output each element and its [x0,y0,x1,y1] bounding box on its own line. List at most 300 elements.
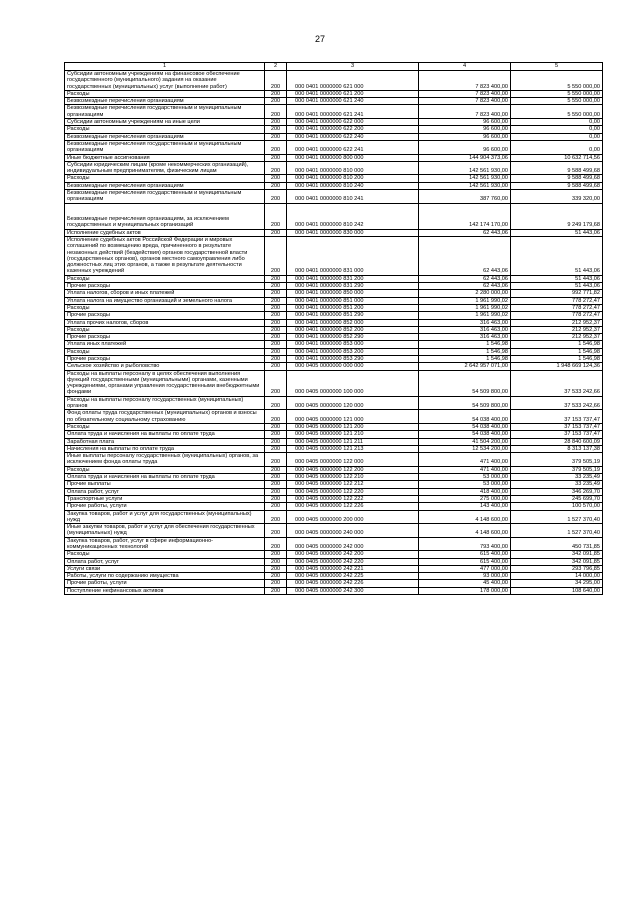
row-line-code-cell: 200 [265,510,287,524]
row-name-cell: Безвозмездные перечисления организациям, за исключением государственных и муниципальных организаций [65,203,265,229]
row-executed-amount-cell: 0,00 [511,140,603,154]
table-row [65,495,603,502]
row-name-cell: Оплата труда и начисления на выплаты по оплате труда [65,474,265,481]
row-classification-code-cell: 000 0405 0000000 242 000 [287,537,419,551]
column-header: 5 [511,63,603,71]
row-executed-amount-cell: 51 443,06 [511,283,603,290]
page-number: 27 [314,34,325,44]
row-approved-amount-cell: 12 534 200,00 [419,445,511,452]
row-executed-amount-cell: 0,00 [511,133,603,140]
row-approved-amount-cell: 471 400,00 [419,466,511,473]
row-approved-amount-cell: 143 400,00 [419,503,511,510]
row-executed-amount-cell: 37 153 737,47 [511,410,603,424]
row-line-code-cell: 200 [265,348,287,355]
table-row [65,524,603,538]
row-name-cell: Услуги связи [65,565,265,572]
row-name-cell: Расходы [65,326,265,333]
table-row [65,503,603,510]
table-row [65,580,603,587]
row-approved-amount-cell: 54 038 400,00 [419,431,511,438]
row-name-cell: Прочие расходы [65,312,265,319]
column-header: 1 [65,63,265,71]
row-line-code-cell: 200 [265,370,287,396]
row-classification-code-cell: 000 0401 0000000 622 241 [287,140,419,154]
row-classification-code-cell: 000 0401 0000000 852 000 [287,319,419,326]
row-name-cell: Расходы на выплаты персоналу в целях обеспечения выполнения функций государственными (муниципальными) органами, казенными учреждениями, органами управления государственными внебюджетными фондами [65,370,265,396]
table-row [65,537,603,551]
row-approved-amount-cell: 2 280 000,00 [419,290,511,297]
row-line-code-cell: 200 [265,537,287,551]
row-approved-amount-cell: 615 400,00 [419,558,511,565]
row-approved-amount-cell: 62 443,06 [419,229,511,236]
row-name-cell: Безвозмездные перечисления государственным и муниципальным организациям [65,140,265,154]
row-name-cell: Безвозмездные перечисления организациям [65,182,265,189]
row-approved-amount-cell: 53 000,00 [419,474,511,481]
row-executed-amount-cell: 1 546,98 [511,348,603,355]
row-classification-code-cell: 000 0405 0000000 121 210 [287,431,419,438]
row-line-code-cell: 200 [265,190,287,204]
row-line-code-cell: 200 [265,90,287,97]
row-classification-code-cell: 000 0405 0000000 242 221 [287,565,419,572]
row-approved-amount-cell: 41 504 200,00 [419,438,511,445]
row-approved-amount-cell: 275 000,00 [419,495,511,502]
row-line-code-cell: 200 [265,154,287,161]
row-classification-code-cell: 000 0401 0000000 622 200 [287,126,419,133]
row-executed-amount-cell: 9 588 499,68 [511,161,603,175]
row-name-cell: Безвозмездные перечисления организациям [65,133,265,140]
row-name-cell: Безвозмездные перечисления организациям [65,98,265,105]
row-executed-amount-cell: 778 272,47 [511,304,603,311]
row-line-code-cell: 200 [265,161,287,175]
row-classification-code-cell: 000 0401 0000000 800 000 [287,154,419,161]
row-classification-code-cell: 000 0405 0000000 100 000 [287,370,419,396]
row-executed-amount-cell: 33 235,49 [511,481,603,488]
row-approved-amount-cell: 96 600,00 [419,126,511,133]
table-row [65,453,603,467]
row-name-cell: Оплата работ, услуг [65,558,265,565]
row-line-code-cell: 200 [265,573,287,580]
row-approved-amount-cell: 93 000,00 [419,573,511,580]
row-approved-amount-cell: 7 823 400,00 [419,90,511,97]
row-classification-code-cell: 000 0405 0000000 242 300 [287,587,419,594]
column-header: 2 [265,63,287,71]
row-name-cell: Прочие работы, услуги [65,503,265,510]
row-line-code-cell: 200 [265,495,287,502]
row-name-cell: Расходы [65,551,265,558]
row-name-cell: Расходы [65,466,265,473]
row-approved-amount-cell: 477 000,00 [419,565,511,572]
table-row [65,236,603,275]
row-name-cell: Расходы [65,423,265,430]
row-name-cell: Расходы [65,275,265,282]
row-approved-amount-cell: 54 038 400,00 [419,410,511,424]
row-name-cell: Уплата налогов, сборов и иных платежей [65,290,265,297]
table-row [65,431,603,438]
row-name-cell: Прочие расходы [65,334,265,341]
row-line-code-cell: 200 [265,229,287,236]
row-executed-amount-cell: 51 443,06 [511,275,603,282]
row-name-cell: Исполнение судебных актов [65,229,265,236]
row-classification-code-cell: 000 0401 0000000 830 000 [287,229,419,236]
row-approved-amount-cell: 96 600,00 [419,119,511,126]
table-row [65,297,603,304]
row-name-cell: Прочие работы, услуги [65,580,265,587]
row-executed-amount-cell: 37 153 737,47 [511,423,603,430]
row-name-cell: Фонд оплаты труда государственных (муниципальных) органов и взносы по обязательному социальному страхованию [65,410,265,424]
row-name-cell: Поступление нефинансовых активов [65,587,265,594]
row-executed-amount-cell: 778 272,47 [511,312,603,319]
row-classification-code-cell: 000 0401 0000000 810 200 [287,175,419,182]
row-executed-amount-cell: 1 948 669 124,36 [511,363,603,370]
row-line-code-cell: 200 [265,488,287,495]
row-line-code-cell: 200 [265,453,287,467]
row-classification-code-cell: 000 0405 0000000 122 226 [287,503,419,510]
row-line-code-cell: 200 [265,203,287,229]
row-line-code-cell: 200 [265,275,287,282]
table-row [65,304,603,311]
row-classification-code-cell: 000 0401 0000000 850 000 [287,290,419,297]
row-executed-amount-cell: 9 588 499,68 [511,182,603,189]
row-line-code-cell: 200 [265,140,287,154]
row-executed-amount-cell: 342 091,85 [511,551,603,558]
row-approved-amount-cell: 1 961 990,02 [419,304,511,311]
table-row [65,283,603,290]
row-classification-code-cell: 000 0405 0000000 122 220 [287,488,419,495]
row-executed-amount-cell: 0,00 [511,119,603,126]
row-classification-code-cell: 000 0401 0000000 853 290 [287,355,419,362]
table-row [65,565,603,572]
row-approved-amount-cell: 7 823 400,00 [419,98,511,105]
row-line-code-cell: 200 [265,236,287,275]
row-name-cell: Транспортные услуги [65,495,265,502]
row-line-code-cell: 200 [265,355,287,362]
row-executed-amount-cell: 778 272,47 [511,297,603,304]
row-classification-code-cell: 000 0401 0000000 852 200 [287,326,419,333]
row-line-code-cell: 200 [265,524,287,538]
row-line-code-cell: 200 [265,481,287,488]
row-approved-amount-cell: 62 443,06 [419,283,511,290]
table-row [65,275,603,282]
row-approved-amount-cell: 4 148 600,00 [419,524,511,538]
row-approved-amount-cell: 142 561 930,00 [419,175,511,182]
row-executed-amount-cell: 1 546,98 [511,341,603,348]
row-executed-amount-cell: 8 313 137,38 [511,445,603,452]
row-approved-amount-cell: 418 400,00 [419,488,511,495]
table-row [65,445,603,452]
row-executed-amount-cell: 37 533 242,66 [511,396,603,410]
table-row [65,573,603,580]
row-classification-code-cell: 000 0401 0000000 621 000 [287,71,419,91]
table-row [65,481,603,488]
row-line-code-cell: 200 [265,431,287,438]
row-line-code-cell: 200 [265,565,287,572]
row-classification-code-cell: 000 0401 0000000 810 000 [287,161,419,175]
row-classification-code-cell: 000 0405 0000000 200 000 [287,510,419,524]
row-classification-code-cell: 000 0405 0000000 121 000 [287,410,419,424]
row-name-cell: Субсидии автономным учреждениям на финансовое обеспечение государственного (муниципального) задания на оказание государственных (муниципальных) услуг (выполнение работ) [65,71,265,91]
row-executed-amount-cell: 9 588 499,68 [511,175,603,182]
row-executed-amount-cell: 51 443,06 [511,236,603,275]
row-executed-amount-cell: 379 505,19 [511,453,603,467]
budget-execution-table [64,62,603,595]
row-line-code-cell: 200 [265,283,287,290]
row-executed-amount-cell: 5 550 000,00 [511,105,603,119]
row-approved-amount-cell: 54 038 400,00 [419,423,511,430]
table-row [65,71,603,91]
row-executed-amount-cell: 9 249 179,68 [511,203,603,229]
row-line-code-cell: 200 [265,341,287,348]
row-approved-amount-cell: 96 600,00 [419,140,511,154]
row-line-code-cell: 200 [265,438,287,445]
row-executed-amount-cell: 212 952,37 [511,319,603,326]
row-name-cell: Расходы на выплаты персоналу государственных (муниципальных) органов [65,396,265,410]
table-row [65,161,603,175]
row-classification-code-cell: 000 0405 0000000 242 220 [287,558,419,565]
row-line-code-cell: 200 [265,474,287,481]
column-header: 4 [419,63,511,71]
table-row [65,140,603,154]
table-row [65,326,603,333]
row-approved-amount-cell: 387 760,00 [419,190,511,204]
row-approved-amount-cell: 1 961 990,02 [419,297,511,304]
row-executed-amount-cell: 1 527 370,40 [511,510,603,524]
row-executed-amount-cell: 342 091,85 [511,558,603,565]
row-approved-amount-cell: 1 961 990,02 [419,312,511,319]
row-line-code-cell: 200 [265,445,287,452]
row-name-cell: Иные бюджетные ассигнования [65,154,265,161]
table-row [65,190,603,204]
table-row [65,334,603,341]
row-approved-amount-cell: 2 642 957 071,00 [419,363,511,370]
row-classification-code-cell: 000 0401 0000000 853 000 [287,341,419,348]
table-row [65,290,603,297]
row-executed-amount-cell: 14 000,00 [511,573,603,580]
row-name-cell: Иные выплаты персоналу государственных (муниципальных) органов, за исключением фонда оплаты труда [65,453,265,467]
row-line-code-cell: 200 [265,396,287,410]
row-line-code-cell: 200 [265,334,287,341]
row-approved-amount-cell: 142 561 930,00 [419,161,511,175]
row-approved-amount-cell: 793 400,00 [419,537,511,551]
row-line-code-cell: 200 [265,326,287,333]
row-classification-code-cell: 000 0405 0000000 121 211 [287,438,419,445]
row-name-cell: Иные закупки товаров, работ и услуг для обеспечения государственных (муниципальных) нужд [65,524,265,538]
row-approved-amount-cell: 54 509 800,00 [419,370,511,396]
row-name-cell: Безвозмездные перечисления государственным и муниципальным организациям [65,190,265,204]
table-row [65,551,603,558]
row-executed-amount-cell: 5 550 000,00 [511,98,603,105]
row-line-code-cell: 200 [265,297,287,304]
table-row [65,466,603,473]
row-classification-code-cell: 000 0401 0000000 831 290 [287,283,419,290]
row-executed-amount-cell: 100 570,00 [511,503,603,510]
row-line-code-cell: 200 [265,312,287,319]
table-row [65,355,603,362]
row-classification-code-cell: 000 0405 0000000 240 000 [287,524,419,538]
row-name-cell: Расходы [65,126,265,133]
row-executed-amount-cell: 1 546,98 [511,355,603,362]
table-row [65,182,603,189]
row-line-code-cell: 200 [265,98,287,105]
row-executed-amount-cell: 5 550 000,00 [511,71,603,91]
row-classification-code-cell: 000 0401 0000000 621 240 [287,98,419,105]
row-classification-code-cell: 000 0401 0000000 621 241 [287,105,419,119]
row-executed-amount-cell: 450 731,85 [511,537,603,551]
table-row [65,370,603,396]
row-name-cell: Оплата труда и начисления на выплаты по оплате труда [65,431,265,438]
row-classification-code-cell: 000 0405 0000000 121 213 [287,445,419,452]
table-row [65,229,603,236]
table-row [65,410,603,424]
row-executed-amount-cell: 1 527 370,40 [511,524,603,538]
row-classification-code-cell: 000 0401 0000000 831 200 [287,275,419,282]
row-approved-amount-cell: 7 823 400,00 [419,105,511,119]
table-row [65,105,603,119]
row-name-cell: Прочие расходы [65,355,265,362]
row-name-cell: Расходы [65,304,265,311]
table-row [65,510,603,524]
row-line-code-cell: 200 [265,133,287,140]
table-row [65,119,603,126]
row-name-cell: Прочие выплаты [65,481,265,488]
row-classification-code-cell: 000 0401 0000000 810 242 [287,203,419,229]
row-executed-amount-cell: 37 153 737,47 [511,431,603,438]
row-approved-amount-cell: 142 561 930,00 [419,182,511,189]
row-line-code-cell: 200 [265,410,287,424]
row-name-cell: Заработная плата [65,438,265,445]
table-row [65,133,603,140]
row-name-cell: Закупка товаров, работ и услуг для государственных (муниципальных) нужд [65,510,265,524]
table-row [65,363,603,370]
table-row [65,396,603,410]
column-header: 3 [287,63,419,71]
row-approved-amount-cell: 54 509 800,00 [419,396,511,410]
row-classification-code-cell: 000 0401 0000000 810 240 [287,182,419,189]
row-classification-code-cell: 000 0401 0000000 852 290 [287,334,419,341]
row-approved-amount-cell: 96 600,00 [419,133,511,140]
row-executed-amount-cell: 339 320,00 [511,190,603,204]
row-approved-amount-cell: 4 148 600,00 [419,510,511,524]
table-row [65,312,603,319]
row-approved-amount-cell: 62 443,06 [419,236,511,275]
row-executed-amount-cell: 37 533 242,66 [511,370,603,396]
row-classification-code-cell: 000 0405 0000000 120 000 [287,396,419,410]
row-classification-code-cell: 000 0405 0000000 122 222 [287,495,419,502]
row-line-code-cell: 200 [265,423,287,430]
row-approved-amount-cell: 142 174 170,00 [419,203,511,229]
table-row [65,98,603,105]
row-line-code-cell: 200 [265,105,287,119]
table-row [65,348,603,355]
row-line-code-cell: 200 [265,558,287,565]
row-name-cell: Расходы [65,348,265,355]
row-approved-amount-cell: 7 823 400,00 [419,71,511,91]
row-executed-amount-cell: 293 796,85 [511,565,603,572]
row-line-code-cell: 200 [265,466,287,473]
row-name-cell: Прочие расходы [65,283,265,290]
row-classification-code-cell: 000 0405 0000000 000 000 [287,363,419,370]
row-classification-code-cell: 000 0405 0000000 242 226 [287,580,419,587]
row-classification-code-cell: 000 0401 0000000 851 290 [287,312,419,319]
row-approved-amount-cell: 1 546,98 [419,348,511,355]
table-body [65,71,603,595]
row-classification-code-cell: 000 0405 0000000 122 200 [287,466,419,473]
row-approved-amount-cell: 144 904 373,06 [419,154,511,161]
row-executed-amount-cell: 5 550 000,00 [511,90,603,97]
table-row [65,126,603,133]
row-executed-amount-cell: 379 505,19 [511,466,603,473]
row-line-code-cell: 200 [265,119,287,126]
row-approved-amount-cell: 178 000,00 [419,587,511,594]
row-executed-amount-cell: 212 952,37 [511,334,603,341]
row-executed-amount-cell: 245 699,70 [511,495,603,502]
row-executed-amount-cell: 51 443,06 [511,229,603,236]
row-name-cell: Закупка товаров, работ, услуг в сфере информационно-коммуникационных технологий [65,537,265,551]
table-row [65,587,603,594]
row-executed-amount-cell: 108 640,00 [511,587,603,594]
row-classification-code-cell: 000 0401 0000000 851 000 [287,297,419,304]
row-approved-amount-cell: 1 546,98 [419,355,511,362]
row-line-code-cell: 200 [265,175,287,182]
row-executed-amount-cell: 34 295,00 [511,580,603,587]
row-line-code-cell: 200 [265,580,287,587]
row-classification-code-cell: 000 0405 0000000 122 000 [287,453,419,467]
row-line-code-cell: 200 [265,503,287,510]
row-executed-amount-cell: 992 771,82 [511,290,603,297]
row-name-cell: Субсидии автономным учреждениям на иные цели [65,119,265,126]
table-row [65,90,603,97]
table-row [65,474,603,481]
row-line-code-cell: 200 [265,551,287,558]
table-row [65,319,603,326]
row-name-cell: Исполнение судебных актов Российской Федерации и мировых соглашений по возмещению вреда, причиненного в результате незаконных действий (бездействия) органов государственной власти (государственных органов), органов местного самоуправления либо должностных лиц этих органов, а также в результате деятельности казенных учреждений [65,236,265,275]
row-classification-code-cell: 000 0405 0000000 122 210 [287,474,419,481]
row-name-cell: Начисления на выплаты по оплате труда [65,445,265,452]
row-name-cell: Работы, услуги по содержанию имущества [65,573,265,580]
row-approved-amount-cell: 316 463,00 [419,319,511,326]
table-row [65,175,603,182]
table-row [65,154,603,161]
row-classification-code-cell: 000 0405 0000000 121 200 [287,423,419,430]
row-name-cell: Уплата иных платежей [65,341,265,348]
row-line-code-cell: 200 [265,71,287,91]
row-executed-amount-cell: 10 632 714,56 [511,154,603,161]
row-name-cell: Уплата налога на имущество организаций и земельного налога [65,297,265,304]
table-row [65,203,603,229]
row-classification-code-cell: 000 0401 0000000 831 000 [287,236,419,275]
row-classification-code-cell: 000 0401 0000000 622 240 [287,133,419,140]
row-line-code-cell: 200 [265,182,287,189]
row-line-code-cell: 200 [265,587,287,594]
row-approved-amount-cell: 62 443,06 [419,275,511,282]
row-name-cell: Безвозмездные перечисления государственным и муниципальным организациям [65,105,265,119]
row-executed-amount-cell: 33 235,49 [511,474,603,481]
table-row [65,341,603,348]
row-name-cell: Уплата прочих налогов, сборов [65,319,265,326]
row-approved-amount-cell: 316 463,00 [419,334,511,341]
row-classification-code-cell: 000 0401 0000000 622 000 [287,119,419,126]
row-name-cell: Сельское хозяйство и рыболовство [65,363,265,370]
row-name-cell: Субсидии юридическим лицам (кроме некоммерческих организаций), индивидуальным предпринимателям, физическим лицам [65,161,265,175]
row-approved-amount-cell: 471 400,00 [419,453,511,467]
row-approved-amount-cell: 1 546,98 [419,341,511,348]
row-approved-amount-cell: 316 463,00 [419,326,511,333]
row-classification-code-cell: 000 0401 0000000 621 200 [287,90,419,97]
row-approved-amount-cell: 45 400,00 [419,580,511,587]
row-line-code-cell: 200 [265,319,287,326]
row-executed-amount-cell: 212 952,37 [511,326,603,333]
row-classification-code-cell: 000 0405 0000000 242 200 [287,551,419,558]
row-line-code-cell: 200 [265,363,287,370]
